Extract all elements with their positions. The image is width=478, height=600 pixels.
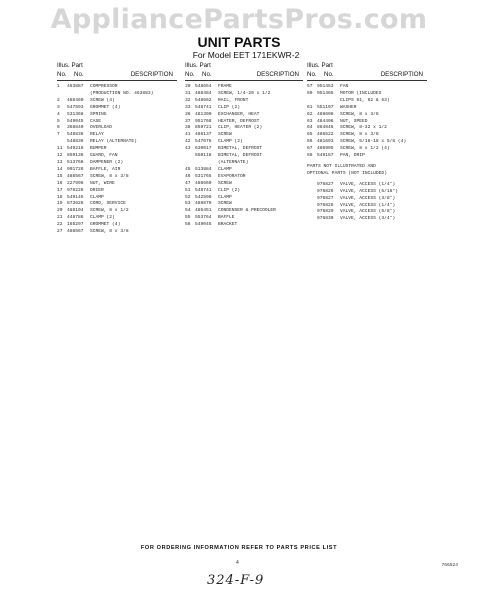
part-description: CLIP (2) — [218, 187, 241, 193]
item-number: 1 — [57, 84, 60, 89]
table-row — [57, 84, 177, 91]
part-description: SPRING — [90, 111, 107, 117]
part-number: 488879 — [195, 201, 212, 207]
item-number: 16 — [57, 180, 63, 186]
spacer — [307, 182, 317, 189]
item-number: 53 — [185, 201, 191, 207]
part-description: GUARD, FAN — [90, 153, 118, 159]
part-description: SCREW — [218, 180, 232, 186]
part-number: 549218 — [67, 146, 84, 152]
watermark-text: AppliancePartsPros.com — [50, 4, 428, 35]
part-description: BRACKET — [218, 222, 238, 228]
table-row — [57, 167, 177, 174]
part-number: 951453 — [317, 84, 334, 89]
part-description: BUMPER — [90, 146, 107, 152]
part-description: BAFFLE, AIR — [90, 166, 121, 172]
part-number: 542598 — [195, 194, 212, 200]
item-number: 52 — [185, 194, 191, 200]
part-description: NUT, SPEED — [340, 118, 368, 124]
table-row — [307, 112, 427, 119]
part-description: SCREW, 1/4-20 x 1/2 — [218, 90, 271, 96]
item-number: 20 — [57, 208, 63, 214]
part-number: 548654 — [195, 84, 212, 89]
item-number: 5 — [57, 118, 60, 124]
model-subtitle: For Model EET 171EKWR-2 — [192, 50, 300, 60]
part-number: 531368 — [67, 111, 84, 117]
part-description: DRIER — [90, 187, 104, 193]
part-number: 547076 — [195, 139, 212, 145]
parts-column-2 — [185, 60, 303, 229]
item-number: 47 — [185, 180, 191, 186]
part-number: 481300 — [195, 111, 212, 117]
table-row — [307, 153, 427, 160]
part-number: 976827 — [317, 195, 334, 201]
item-number: 22 — [57, 222, 63, 228]
item-number: 41 — [185, 132, 191, 138]
part-description: COMPRESSOR — [90, 84, 118, 89]
parts-list-1 — [57, 84, 177, 236]
part-number: 551107 — [317, 104, 334, 110]
not-illustrated-note — [307, 164, 427, 178]
part-description: CONDENSER & PRECOOLER — [218, 208, 276, 214]
part-description: CLIPS 61, 62 & 63) — [340, 97, 390, 103]
part-number: 976828 — [317, 202, 334, 208]
note-line: OPTIONAL PARTS (NOT INCLUDED) — [307, 170, 387, 176]
part-number: 463887 — [67, 84, 84, 89]
spacer — [307, 196, 317, 203]
table-row — [185, 174, 303, 181]
table-row — [185, 167, 303, 174]
part-description: MOTOR (INCLUDES — [340, 90, 382, 96]
part-number: 488608 — [317, 111, 334, 117]
item-number: 37 — [185, 118, 191, 124]
column-header — [307, 60, 427, 81]
part-number — [67, 91, 90, 98]
table-row — [57, 174, 177, 181]
part-description: CLAMP (2) — [90, 215, 115, 221]
part-description: WASHER — [340, 104, 357, 110]
part-description: FRAME — [218, 84, 232, 89]
part-description: VALVE, ACCESS (3/4") — [340, 216, 396, 222]
table-row — [185, 188, 303, 195]
item-number: 60 — [307, 90, 313, 96]
item-number: 66 — [307, 139, 313, 145]
item-number: 61 — [307, 104, 313, 110]
part-number: 549045 — [195, 222, 212, 228]
item-number: 17 — [57, 187, 63, 193]
item-number: 21 — [57, 215, 63, 221]
part-description: CLAMP (2) — [218, 139, 243, 145]
item-number: 45 — [185, 166, 191, 172]
table-row — [185, 222, 303, 229]
header-illus: Illus. Part — [185, 62, 211, 69]
handwritten-note: 324-F-9 — [207, 573, 265, 588]
part-description: EXCHANGER, HEAT — [218, 111, 260, 117]
table-row — [185, 91, 303, 98]
item-number: 46 — [185, 173, 191, 179]
item-number: 15 — [57, 173, 63, 179]
part-number: 549187 — [317, 153, 334, 159]
item-number: 32 — [185, 97, 191, 103]
table-row — [57, 105, 177, 112]
parts-list-3 — [307, 84, 427, 160]
part-description: SCREW, 5/16-18 x 5/8 (4) — [340, 139, 407, 145]
part-number: 873626 — [67, 201, 84, 207]
part-description: SCREW, 8-32 x 1/2 — [340, 125, 387, 131]
part-number: 448786 — [67, 215, 84, 221]
column-header — [57, 60, 177, 81]
item-number: 54 — [185, 208, 191, 214]
part-description: EVAPORATOR — [218, 173, 246, 179]
part-description: VALVE, ACCESS (5/8") — [340, 209, 396, 215]
table-row — [307, 216, 427, 223]
table-row — [57, 98, 177, 105]
item-number: 43 — [185, 146, 191, 152]
table-row — [185, 84, 303, 91]
header-illus: Illus. Part — [57, 62, 83, 69]
part-description: CLAMP — [218, 194, 232, 200]
part-number: 951465 — [317, 90, 334, 96]
spacer — [307, 203, 317, 210]
item-number: 13 — [57, 159, 63, 165]
header-no2: No. — [74, 71, 84, 78]
part-description: BIMETAL, DEFROST — [218, 146, 263, 152]
part-number: 165297 — [67, 222, 84, 228]
part-description: SCREW — [218, 201, 232, 207]
parts-column-3 — [307, 60, 427, 223]
part-number: 486660 — [195, 180, 212, 186]
ordering-footer: FOR ORDERING INFORMATION REFER TO PARTS PRICE LIST — [140, 545, 338, 551]
item-number: 65 — [307, 132, 313, 138]
item-number: 14 — [57, 166, 63, 172]
part-number — [317, 98, 340, 105]
item-number: 6 — [57, 125, 60, 131]
part-description: RELAY — [90, 132, 104, 138]
part-number: 549145 — [67, 194, 84, 200]
table-row — [307, 182, 427, 189]
table-row — [307, 98, 427, 105]
part-description: CORD, SERVICE — [90, 201, 126, 207]
part-description: (ALTERNATE) — [218, 159, 249, 165]
part-number: 991726 — [67, 166, 84, 172]
table-row — [57, 229, 177, 236]
item-number: 68 — [307, 153, 313, 159]
part-number: 630017 — [195, 146, 212, 152]
part-description: VALVE, ACCESS (1/4") — [340, 181, 396, 187]
spacer — [307, 216, 317, 223]
table-row — [185, 98, 303, 105]
item-number: 18 — [57, 194, 63, 200]
table-row — [57, 91, 177, 98]
item-number: 38 — [185, 125, 191, 131]
part-number: 485451 — [195, 208, 212, 214]
part-description: SCREW, 8 x 3/8 — [90, 229, 129, 235]
optional-parts-list — [307, 182, 427, 223]
part-number: 976830 — [317, 216, 334, 222]
part-description: DAMPENER (2) — [90, 159, 124, 165]
part-number: 548836 — [67, 139, 84, 145]
part-number: 488567 — [67, 173, 84, 179]
table-row — [307, 196, 427, 203]
part-description: SCREW (4) — [90, 97, 115, 103]
header-description: DESCRIPTION — [380, 71, 423, 78]
part-description: SCREW, 8 x 3/8 — [340, 132, 379, 138]
spacer — [307, 209, 317, 216]
part-number: 548836 — [67, 132, 84, 138]
part-description: VALVE, ACCESS (5/16") — [340, 188, 398, 194]
part-number: 978226 — [67, 187, 84, 193]
header-description: DESCRIPTION — [256, 71, 299, 78]
item-number: 62 — [307, 111, 313, 117]
part-number: 486995 — [317, 146, 334, 152]
part-number: 227996 — [67, 180, 84, 186]
item-number: 3 — [57, 104, 60, 110]
item-number: 33 — [185, 104, 191, 110]
item-number — [57, 91, 67, 98]
item-number — [185, 160, 195, 167]
part-description: HEATER, DEFROST — [218, 118, 260, 124]
part-number: 859136 — [67, 153, 84, 159]
part-number: 488460 — [67, 97, 84, 103]
item-number: 67 — [307, 146, 313, 152]
part-description: SCREW — [218, 132, 232, 138]
parts-column-1 — [57, 60, 177, 236]
part-number: 513884 — [195, 166, 212, 172]
part-description: VALVE, ACCESS (3/8") — [340, 195, 396, 201]
part-number: 548662 — [195, 97, 212, 103]
table-row — [57, 112, 177, 119]
part-number: 549045 — [67, 118, 84, 124]
part-description: BAFFLE — [218, 215, 235, 221]
part-number: 951768 — [195, 118, 212, 124]
part-description: CLAMP — [218, 166, 232, 172]
part-number: 488567 — [67, 229, 84, 235]
part-number: 553764 — [195, 215, 212, 221]
item-number: 11 — [57, 146, 63, 152]
part-number: 513768 — [67, 159, 84, 165]
table-row — [57, 160, 177, 167]
item-number: 7 — [57, 132, 60, 138]
item-number: 30 — [185, 84, 191, 89]
item-number: 55 — [185, 215, 191, 221]
part-description: NUT, WIRE — [90, 180, 115, 186]
part-number: 859721 — [195, 125, 212, 131]
table-row — [185, 181, 303, 188]
header-no2: No. — [324, 71, 334, 78]
part-number: 548741 — [195, 104, 212, 110]
item-number: 64 — [307, 125, 313, 131]
part-description: SCREW, 8 x 1/2 (4) — [340, 146, 390, 152]
part-number: 547593 — [67, 104, 84, 110]
page-number: 4 — [236, 560, 239, 566]
table-row — [307, 189, 427, 196]
table-row — [57, 181, 177, 188]
item-number: 12 — [57, 153, 63, 159]
part-number: 531765 — [195, 173, 212, 179]
table-row — [57, 188, 177, 195]
part-number: 368840 — [67, 125, 84, 131]
item-number: 19 — [57, 201, 63, 207]
part-number: 484406 — [317, 118, 334, 124]
part-description: SCREW, 8 x 3/8 — [90, 173, 129, 179]
item-number: 57 — [307, 84, 313, 89]
part-description: SCREW, 8 x 1/2 — [90, 208, 129, 214]
part-number: 976827 — [317, 181, 334, 187]
item-number — [307, 98, 317, 105]
part-number: 976829 — [317, 209, 334, 215]
document-code: 766524 — [441, 563, 458, 568]
item-number: 4 — [57, 111, 60, 117]
part-number: 486137 — [195, 132, 212, 138]
table-row — [307, 91, 427, 98]
item-number: 42 — [185, 139, 191, 145]
part-description: RELAY (ALTERNATE) — [90, 139, 137, 145]
part-description: (PRODUCTION NO. 463883) — [90, 90, 154, 96]
part-description: BIMETAL, DEFROST — [218, 153, 263, 159]
header-description: DESCRIPTION — [130, 71, 173, 78]
table-row — [57, 153, 177, 160]
page-title: UNIT PARTS — [197, 34, 281, 50]
table-row — [307, 105, 427, 112]
part-description: SCREW, 8 x 3/8 — [340, 111, 379, 117]
table-row — [307, 84, 427, 91]
item-number: 27 — [57, 229, 63, 235]
part-description: FAN — [340, 84, 349, 89]
part-number: 976826 — [317, 188, 334, 194]
table-row — [57, 222, 177, 229]
part-number: 488484 — [195, 90, 212, 96]
part-number: 486522 — [317, 132, 334, 138]
part-description: GROMMET (4) — [90, 222, 121, 228]
table-row — [185, 153, 303, 160]
part-description: VALVE, ACCESS (1/4") — [340, 202, 396, 208]
part-description: RAIL, FRONT — [218, 97, 249, 103]
part-number: 488104 — [67, 208, 84, 214]
header-no2: No. — [202, 71, 212, 78]
table-row — [185, 112, 303, 119]
header-no: No. — [185, 71, 195, 78]
note-line: PARTS NOT ILLUSTRATED AND — [307, 163, 376, 169]
part-number: 550118 — [195, 153, 212, 159]
item-number: 63 — [307, 118, 313, 124]
part-description: CLAMP — [90, 194, 104, 200]
item-number: 51 — [185, 187, 191, 193]
part-description: GROMMET (4) — [90, 104, 121, 110]
table-row — [185, 105, 303, 112]
item-number: 56 — [185, 222, 191, 228]
part-number: 481693 — [317, 139, 334, 145]
part-description: PAN, DRIP — [340, 153, 365, 159]
parts-list-2 — [185, 84, 303, 229]
part-number: 884846 — [317, 125, 334, 131]
part-description: CASE — [90, 118, 102, 124]
part-number: 548741 — [195, 187, 212, 193]
table-row — [185, 160, 303, 167]
header-no: No. — [57, 71, 67, 78]
header-no: No. — [307, 71, 317, 78]
part-description: OVERLOAD — [90, 125, 113, 131]
column-header — [185, 60, 303, 81]
part-description: CLIP, HEATER (2) — [218, 125, 263, 131]
header-illus: Illus. Part — [307, 62, 333, 69]
item-number — [185, 153, 195, 160]
item-number: 36 — [185, 111, 191, 117]
item-number: 31 — [185, 90, 191, 96]
part-number — [195, 160, 218, 167]
part-description: CLIP (2) — [218, 104, 241, 110]
item-number: 2 — [57, 97, 60, 103]
spacer — [307, 189, 317, 196]
